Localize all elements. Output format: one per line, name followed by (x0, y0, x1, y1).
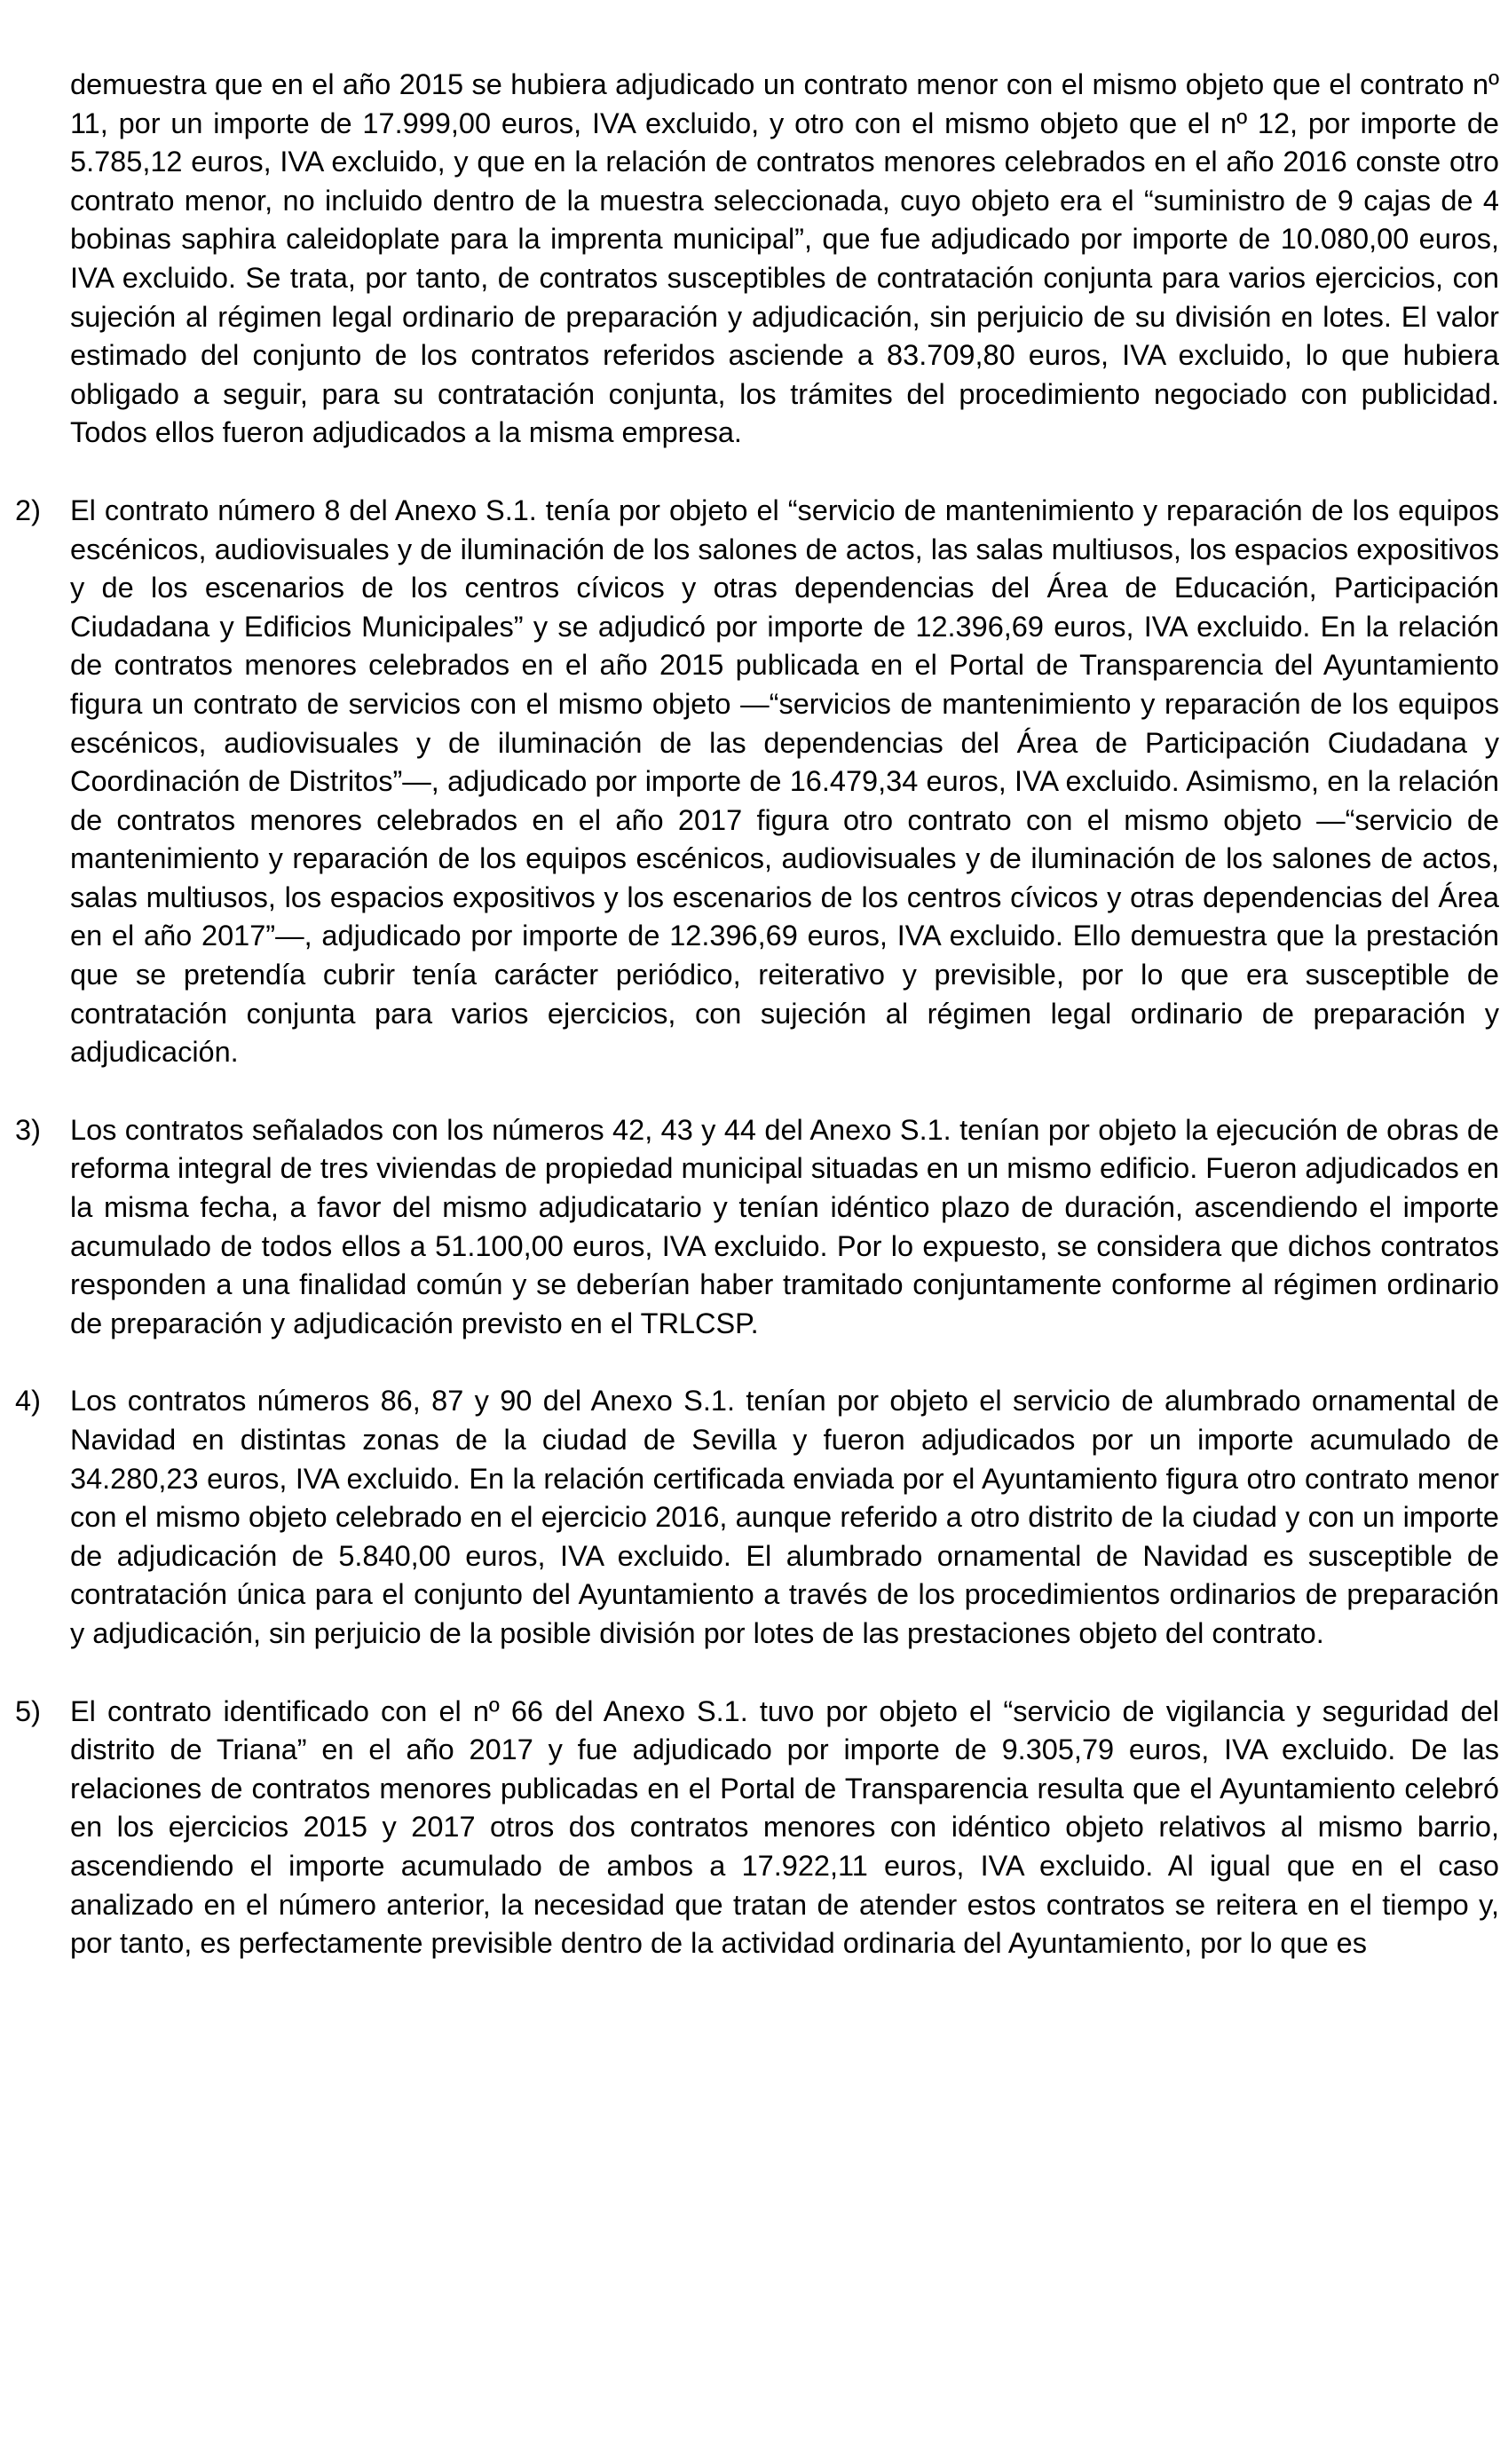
list-item-text: El contrato identificado con el nº 66 del Anexo S.1. tuvo por objeto el “servicio de vigilancia y seguridad del distrito de Triana” en el año 2017 y fue adjudicado por importe de 9.305,79 euros, IVA excluido. De las relaciones de contratos menores publicadas en el Portal de Transparencia resulta que el Ayuntamiento celebró en los ejercicios 2015 y 2017 otros dos contratos menores con idéntico objeto relativos al mismo barrio, ascendiendo el importe acumulado de ambos a 17.922,11 euros, IVA excluido. Al igual que en el caso analizado en el número anterior, la necesidad que tratan de atender estos contratos se reitera en el tiempo y, por tanto, es perfectamente previsible dentro de la actividad ordinaria del Ayuntamiento, por lo que es (70, 1694, 1499, 1960)
list-item-number: 3) (15, 1113, 41, 1146)
document-body (15, 66, 1499, 2002)
list-item-4 (15, 1382, 1499, 1653)
continuation-paragraph: demuestra que en el año 2015 se hubiera adjudicado un contrato menor con el mismo objeto que el contrato nº 11, por un importe de 17.999,00 euros, IVA excluido, y otro con el mismo objeto que el nº 12, por importe de 5.785,12 euros, IVA excluido, y que en la relación de contratos menores celebrados en el año 2016 conste otro contrato menor, no incluido dentro de la muestra seleccionada, cuyo objeto era el “suministro de 9 cajas de 4 bobinas saphira caleidoplate para la imprenta municipal”, que fue adjudicado por importe de 10.080,00 euros, IVA excluido. Se trata, por tanto, de contratos susceptibles de contratación conjunta para varios ejercicios, con sujeción al régimen legal ordinario de preparación y adjudicación, sin perjuicio de su división en lotes. El valor estimado del conjunto de los contratos referidos asciende a 83.709,80 euros, IVA excluido, lo que hubiera obligado a seguir, para su contratación conjunta, los trámites del procedimiento negociado con publicidad. Todos ellos fueron adjudicados a la misma empresa. (70, 68, 1499, 449)
list-item-number: 4) (15, 1385, 41, 1418)
list-item-3 (15, 1111, 1499, 1344)
list-item-text: El contrato número 8 del Anexo S.1. tenía por objeto el “servicio de mantenimiento y reparación de los equipos escénicos, audiovisuales y de iluminación de los salones de actos, las salas multiusos, los espacios expositivos y de los escenarios de los centros cívicos y otras dependencias del Área de Educación, Participación Ciudadana y Edificios Municipales” y se adjudicó por importe de 12.396,69 euros, IVA excluido. En la relación de contratos menores celebrados en el año 2015 publicada en el Portal de Transparencia del Ayuntamiento figura un contrato de servicios con el mismo objeto —“servicios de mantenimiento y reparación de los equipos escénicos, audiovisuales y de iluminación de las dependencias del Área de Participación Ciudadana y Coordinación de Distritos”—, adjudicado por importe de 16.479,34 euros, IVA excluido. Asimismo, en la relación de contratos menores celebrados en el año 2017 figura otro contrato con el mismo objeto —“servicio de mantenimiento y reparación de los equipos escénicos, audiovisuales y de iluminación de los salones de actos, salas multiusos, los espacios expositivos y los escenarios de los centros cívicos y otras dependencias del Área en el año 2017”—, adjudicado por importe de 12.396,69 euros, IVA excluido. Ello demuestra que la prestación que se pretendía cubrir tenía carácter periódico, reiterativo y previsible, por lo que era susceptible de contratación conjunta para varios ejercicios, con sujeción al régimen legal ordinario de preparación y adjudicación. (70, 494, 1499, 1069)
list-item-2 (15, 492, 1499, 1072)
list-item-number: 2) (15, 494, 41, 526)
list-item-5 (15, 1693, 1499, 1963)
list-item-text: Los contratos señalados con los números 42, 43 y 44 del Anexo S.1. tenían por objeto la ejecución de obras de reforma integral de tres viviendas de propiedad municipal situadas en un mismo edificio. Fueron adjudicados en la misma fecha, a favor del mismo adjudicatario y tenían idéntico plazo de duración, ascendiendo el importe acumulado de todos ellos a 51.100,00 euros, IVA excluido. Por lo expuesto, se considera que dichos contratos responden a una finalidad común y se deberían haber tramitado conjuntamente conforme al régimen ordinario de preparación y adjudicación previsto en el TRLCSP. (70, 1113, 1499, 1339)
list-item-text: Los contratos números 86, 87 y 90 del Anexo S.1. tenían por objeto el servicio de alumbrado ornamental de Navidad en distintas zonas de la ciudad de Sevilla y fueron adjudicados por un importe acumulado de 34.280,23 euros, IVA excluido. En la relación certificada enviada por el Ayuntamiento figura otro contrato menor con el mismo objeto celebrado en el ejercicio 2016, aunque referido a otro distrito de la ciudad y con un importe de adjudicación de 5.840,00 euros, IVA excluido. El alumbrado ornamental de Navidad es susceptible de contratación única para el conjunto del Ayuntamiento a través de los procedimientos ordinarios de preparación y adjudicación, sin perjuicio de la posible división por lotes de las prestaciones objeto del contrato. (70, 1385, 1499, 1649)
list-item-number: 5) (15, 1694, 41, 1727)
